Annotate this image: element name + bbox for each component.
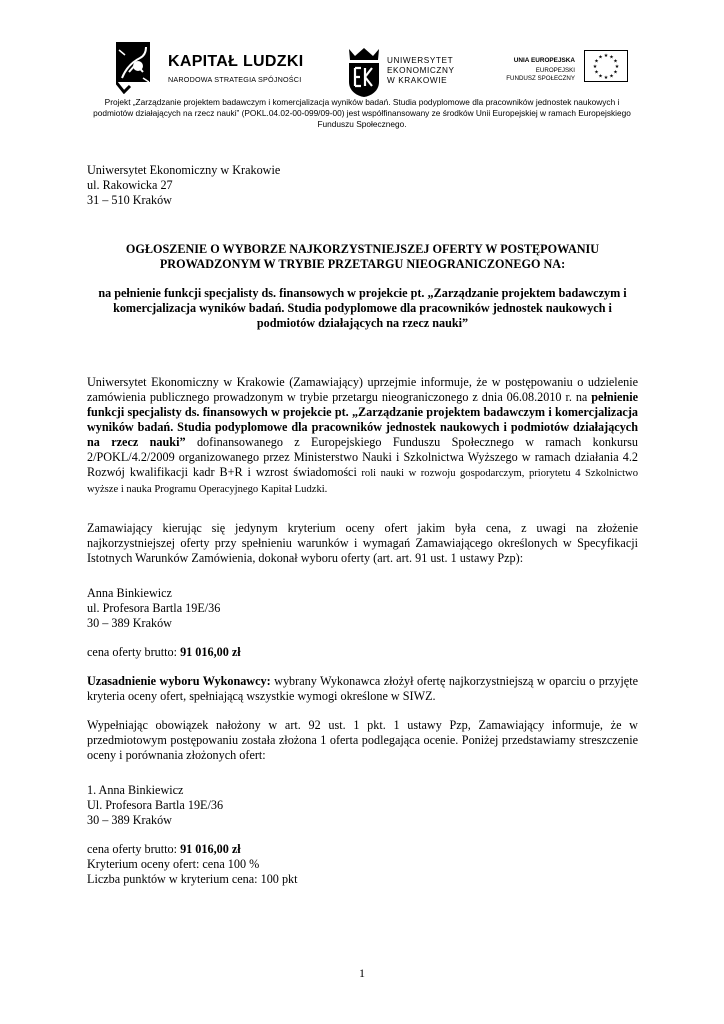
svg-text:★: ★ bbox=[614, 64, 620, 70]
announcement-title-line-1: OGŁOSZENIE O WYBORZE NAJKORZYSTNIEJSZEJ OFERTY W POSTĘPOWANIU bbox=[125, 242, 600, 256]
eu-flag-icon bbox=[584, 50, 628, 82]
announcement-title bbox=[87, 242, 638, 272]
svg-text:★: ★ bbox=[594, 69, 599, 76]
winner-price-value: 91 016,00 zł bbox=[180, 645, 241, 659]
justification-label: Uzasadnienie wyboru Wykonawcy: bbox=[87, 674, 271, 688]
kapital-ludzki-subtitle: NARODOWA STRATEGIA SPÓJNOŚCI bbox=[168, 75, 302, 84]
uek-line-2: EKONOMICZNY bbox=[387, 66, 455, 75]
eu-fund-line-2: FUNDUSZ SPOŁECZNY bbox=[506, 75, 575, 82]
winner-address bbox=[87, 586, 638, 631]
announcement-title-line-2: PROWADZONYM W TRYBIE PRZETARGU NIEOGRANICZONEGO NA: bbox=[159, 257, 566, 271]
offer-price-label: cena oferty brutto: bbox=[87, 842, 181, 856]
winner-name: Anna Binkiewicz bbox=[87, 586, 172, 600]
kapital-ludzki-emblem-icon bbox=[116, 42, 162, 94]
svg-text:★: ★ bbox=[613, 58, 618, 65]
offer-street: Ul. Profesora Bartla 19E/36 bbox=[87, 798, 224, 812]
svg-text:★: ★ bbox=[603, 53, 609, 59]
sender-city: 31 – 510 Kraków bbox=[87, 193, 172, 207]
paragraph-selection: Zamawiający kierując się jedynym kryterium oceny ofert jakim była cena, z uwagi na złożenie najkorzystniejszej oferty przy spełnieniu warunków i wymagań Zamawiającego określonych w Specyfikacji Istotnych Warunków Zamówienia, dokonał wyboru oferty (art. art. 91 ust. 1 ustawy Pzp): bbox=[87, 521, 638, 565]
document-body bbox=[87, 163, 638, 887]
svg-text:★: ★ bbox=[609, 73, 614, 80]
justification bbox=[87, 674, 638, 704]
eu-logo bbox=[505, 50, 635, 100]
sender-street: ul. Rakowicka 27 bbox=[87, 178, 173, 192]
page-number: 1 bbox=[359, 966, 365, 980]
uek-logo bbox=[343, 46, 473, 98]
offer-summary bbox=[87, 783, 638, 887]
offer-price bbox=[87, 842, 638, 857]
paragraph-intro bbox=[87, 375, 638, 497]
winner-city: 30 – 389 Kraków bbox=[87, 616, 172, 630]
paragraph-intro-bold: pełnienie funkcji specjalisty ds. finansowych w projekcie pt. „Zarządzanie projektem badawczym i komercjalizacja wyników badań. Studia podyplomowe dla pracowników jednostek naukowych i podmiotów działających na rzecz nauki” bbox=[87, 390, 638, 449]
winner-price-label: cena oferty brutto: bbox=[87, 645, 181, 659]
paragraph-summary: Wypełniając obowiązek nałożony w art. 92 ust. 1 pkt. 1 ustawy Pzp, Zamawiający informuje, że w przedmiotowym postępowaniu została złożona 1 oferta podlegająca ocenie. Poniżej przedstawiamy streszczenie oceny i porównania złożonych ofert: bbox=[87, 718, 638, 762]
header-logos bbox=[0, 40, 724, 98]
winner-street: ul. Profesora Bartla 19E/36 bbox=[87, 601, 221, 615]
paragraph-intro-small: roli nauki w rozwoju gospodarczym, priorytetu 4 Szkolnictwo wyższe i nauka Programu Operacyjnego Kapitał Ludzki. bbox=[87, 468, 638, 495]
paragraph-intro-text: Uniwersytet Ekonomiczny w Krakowie (Zamawiający) uprzejmie informuje, że w postępowaniu o udzielenie zamówienia publicznego prowadzonym w trybie przetargu nieograniczonego z dnia 06.08.2010 r. na bbox=[87, 375, 638, 404]
svg-text:★: ★ bbox=[613, 69, 618, 76]
svg-text:★: ★ bbox=[594, 58, 599, 65]
offer-city: 30 – 389 Kraków bbox=[87, 813, 172, 827]
announcement-subject: na pełnienie funkcji specjalisty ds. finansowych w projekcie pt. „Zarządzanie projektem badawczym i komercjalizacja wyników badań. Studia podyplomowe dla pracowników jednostek naukowych i podmiotów działających na rzecz nauki” bbox=[98, 286, 627, 330]
project-funding-note: Projekt „Zarządzanie projektem badawczym i komercjalizacja wyników badań. Studia podyplomowe dla pracowników jednostek naukowych i podmiotów działających na rzecz nauki” (POKL.04.02-00-099/09-00) jest współfinansowany ze środków Unii Europejskiej w ramach Europejskiego Funduszu Społecznego. bbox=[93, 97, 631, 129]
winner-price bbox=[87, 645, 638, 660]
uek-line-1: UNIWERSYTET bbox=[387, 56, 454, 65]
offer-criterion: Kryterium oceny ofert: cena 100 % bbox=[87, 857, 260, 871]
svg-text:★: ★ bbox=[603, 75, 609, 81]
svg-text:★: ★ bbox=[598, 73, 603, 80]
sender-name: Uniwersytet Ekonomiczny w Krakowie bbox=[87, 163, 281, 177]
offer-points: Liczba punktów w kryterium cena: 100 pkt bbox=[87, 872, 298, 886]
uek-name bbox=[387, 56, 455, 86]
svg-text:★: ★ bbox=[592, 64, 598, 70]
justification-text: wybrany Wykonawca złożył ofertę najkorzystniejszą w oparciu o przyjęte kryteria oceny ofert, spełniającą wszystkie wymogi określone w SIWZ. bbox=[87, 674, 638, 703]
paragraph-intro-rest: dofinansowanego z Europejskiego Funduszu Społecznego w ramach konkursu 2/POKL/4.2/2009 organizowanego przez Ministerstwo Nauki i Szkolnictwa Wyższego w ramach działania 4.2 Rozwój kwalifikacji kadr B+R i wzrost świadomości bbox=[87, 435, 638, 479]
svg-text:★: ★ bbox=[598, 54, 603, 61]
eu-title: UNIA EUROPEJSKA bbox=[513, 57, 575, 64]
offer-name: 1. Anna Binkiewicz bbox=[87, 783, 184, 797]
eu-fund-line-1: EUROPEJSKI bbox=[535, 67, 575, 74]
sender-address bbox=[87, 163, 638, 208]
uek-crest-icon bbox=[343, 46, 385, 98]
uek-line-3: W KRAKOWIE bbox=[387, 76, 448, 85]
kapital-ludzki-title: KAPITAŁ LUDZKI bbox=[168, 53, 304, 70]
svg-text:★: ★ bbox=[609, 54, 614, 61]
offer-price-value: 91 016,00 zł bbox=[180, 842, 241, 856]
kapital-ludzki-logo bbox=[116, 40, 316, 98]
